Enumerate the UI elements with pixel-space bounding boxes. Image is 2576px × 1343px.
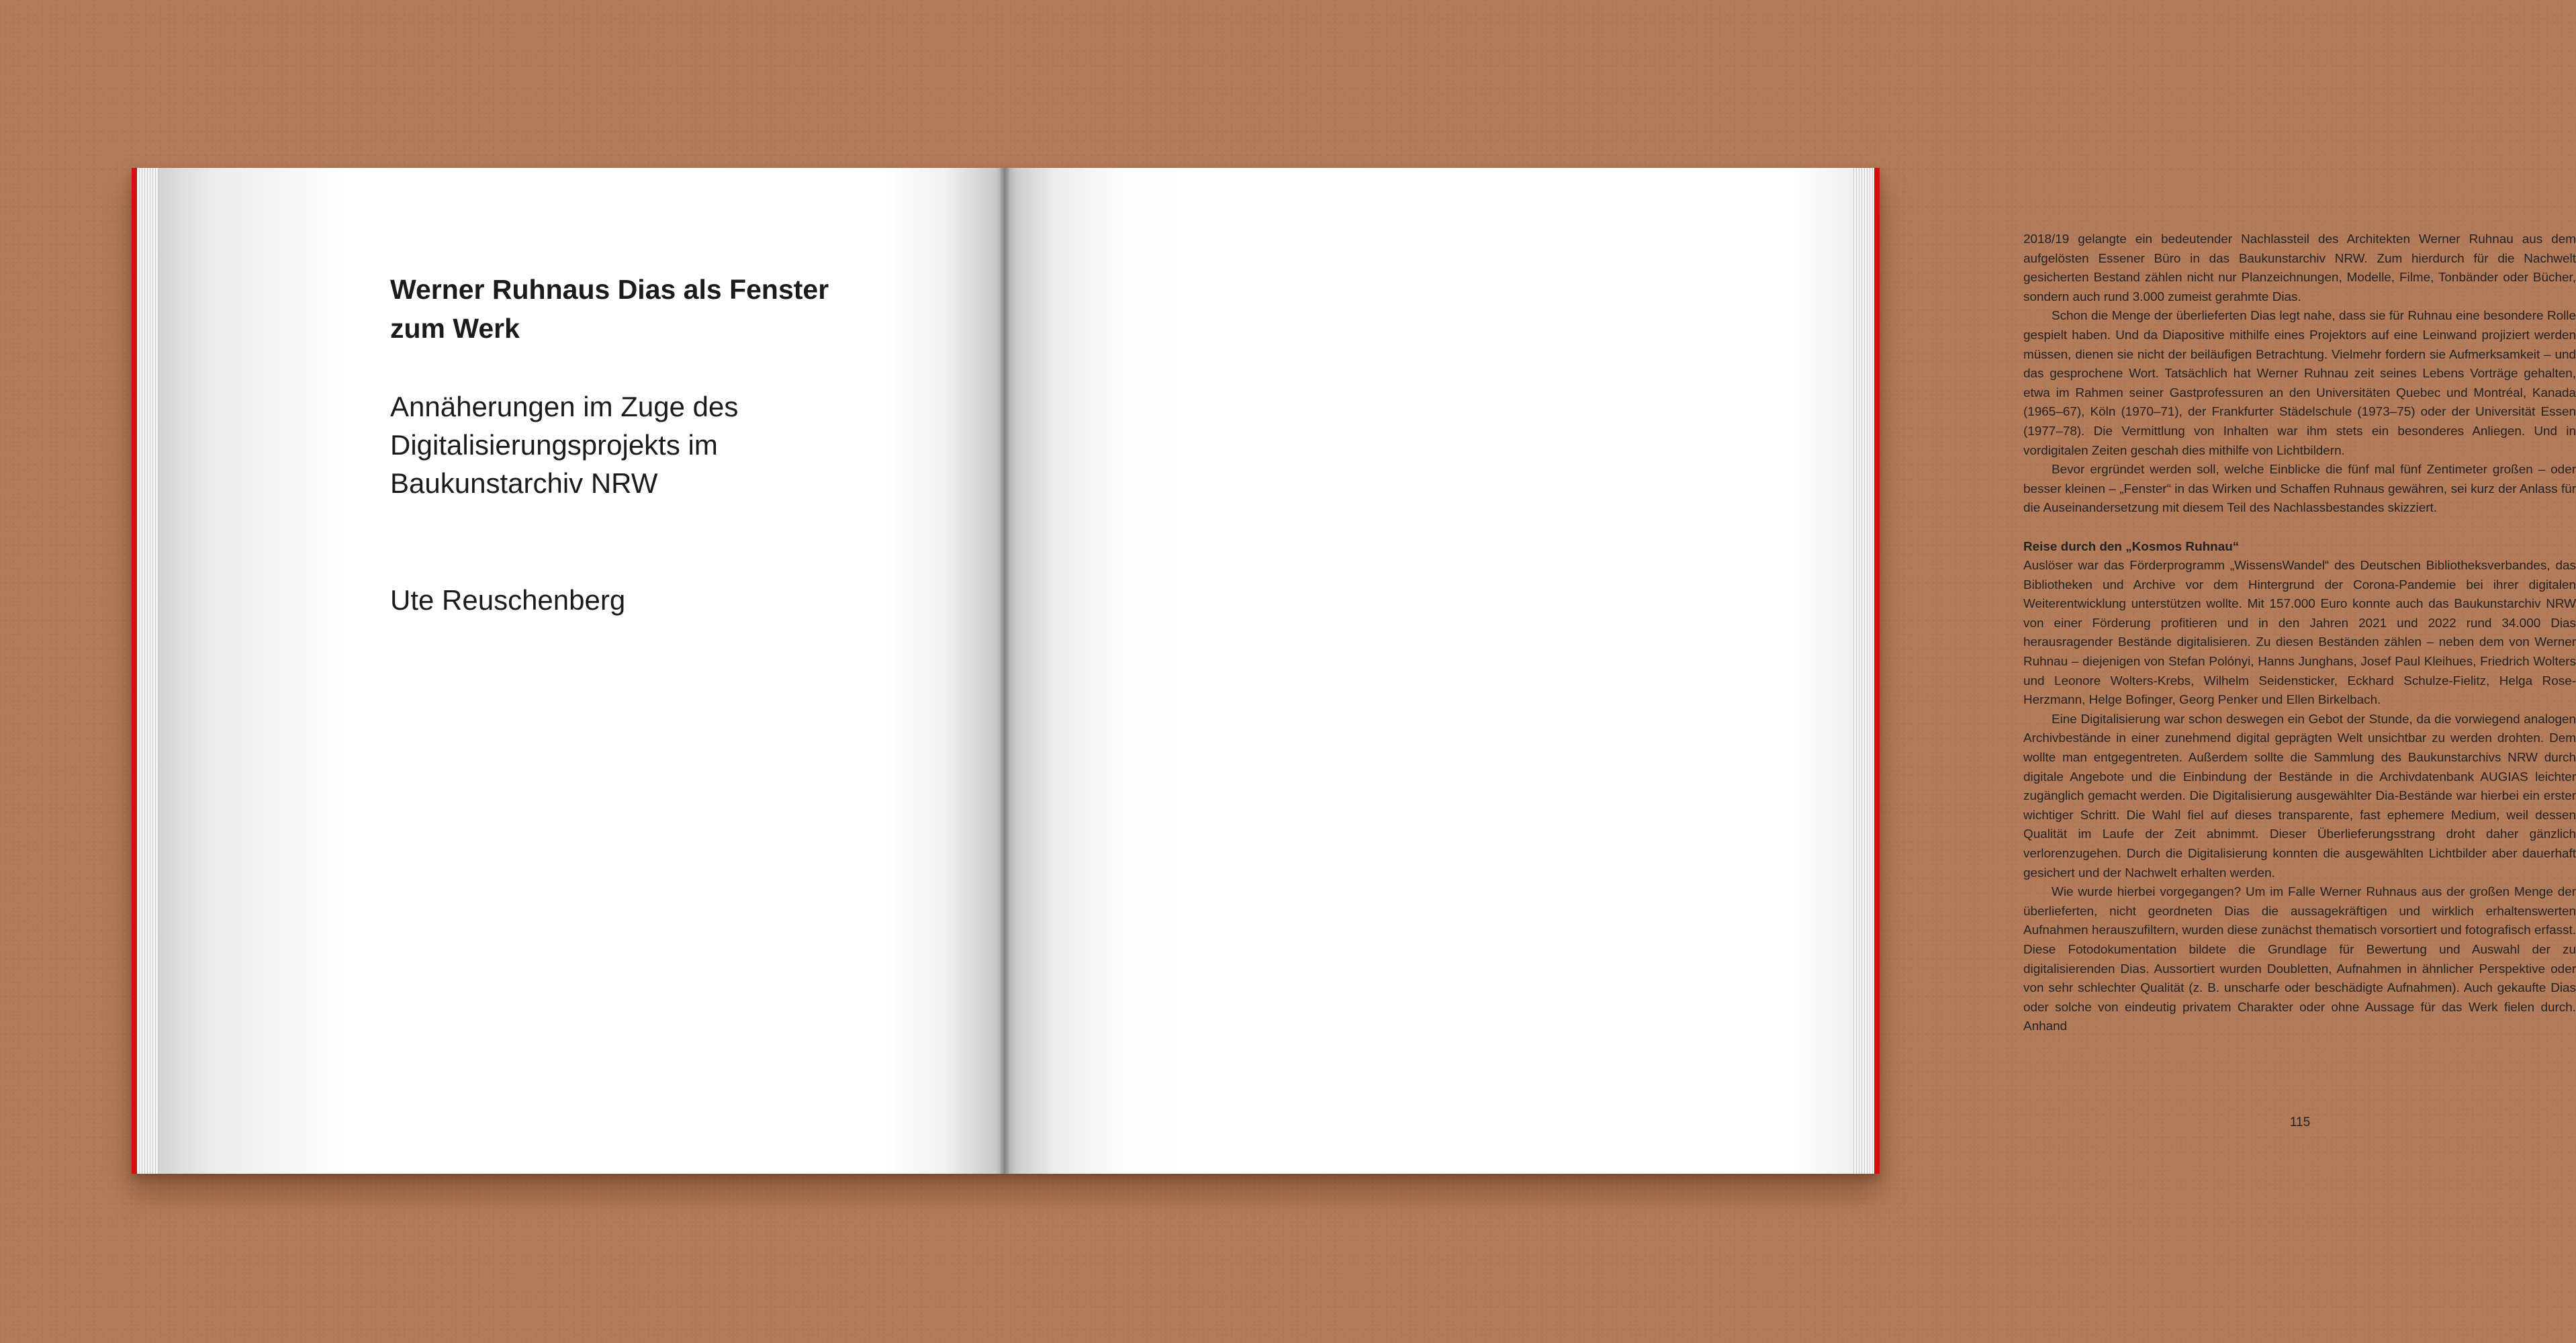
- body-paragraph: Eine Digitalisierung war schon deswegen ein Gebot der Stunde, da die vorwiegend analogen Archivbestände in einer zunehmend digital geprägten Welt unsichtbar zu werden drohten. Dem wollte man entgegentreten. Außerdem sollte die Sammlung des Baukunstarchivs NRW durch digitale Angebote und die Einbindung der Bestände in die Archivdatenbank AUGIAS leichter zugänglich gemacht werden. Die Digitalisierung ausgewählter Dia-Bestände war hierbei ein erster wichtiger Schritt. Die Wahl fiel auf dieses transparente, fast ephemere Medium, weil dessen Qualität im Laufe der Zeit abnimmt. Dieser Überlieferungsstrang droht daher gänzlich verlorenzugehen. Durch die Digitalisierung konnten die ausgewählten Lichtbilder aber dauerhaft gesichert und der Nachwelt erhalten werden.: [2023, 712, 2576, 880]
- chapter-title: Werner Ruhnaus Dias als Fenster zum Werk: [390, 274, 829, 344]
- body-paragraph: Auslöser war das Förderprogramm „WissensWandel“ des Deutschen Bibliotheksverbandes, das Bibliotheken und Archive vor dem Hintergrund der Corona-Pandemie bei ihrer digitalen Weiterentwicklung unterstützen wollte. Mit 157.000 Euro konnte auch das Baukunstarchiv NRW von einer Förderung profitieren und in den Jahren 2021 und 2022 rund 34.000 Dias herausragender Bestände digitalisieren. Zu diesen Beständen zählen – neben dem von Werner Ruhnau – diejenigen von Stefan Polónyi, Hanns Junghans, Josef Paul Kleihues, Friedrich Wolters und Leonore Wolters-Krebs, Wilhelm Seidensticker, Eckhard Schulze-Fielitz, Helga Rose-Herzmann, Helge Bofinger, Georg Penker und Ellen Birkelbach.: [2023, 559, 2576, 708]
- right-page: [1004, 168, 2576, 1174]
- body-paragraph: 2018/19 gelangte ein bedeutender Nachlassteil des Architekten Werner Ruhnau aus dem aufgelösten Essener Büro in das Baukunstarchiv NRW. Zum hierdurch für die Nachwelt gesicherten Bestand zählen nicht nur Planzeichnungen, Modelle, Filme, Tonbänder oder Bücher, sondern auch rund 3.000 zumeist gerahmte Dias.: [2023, 232, 2576, 304]
- chapter-subtitle: Annäherungen im Zuge des Digitalisierungsprojekts im Baukunstarchiv NRW: [390, 391, 739, 499]
- body-paragraph: Bevor ergründet werden soll, welche Einblicke die fünf mal fünf Zentimeter großen – oder besser kleinen – „Fenster“ in das Wirken und Schaffen Ruhnaus gewähren, sei kurz der Anlass für die Auseinandersetzung mit diesem Teil des Nachlassbestandes skizziert.: [2023, 463, 2576, 516]
- open-book: [132, 168, 2576, 1174]
- left-page-edges: [137, 168, 160, 1174]
- left-page: [158, 168, 1004, 1174]
- chapter-author: Ute Reuschenberg: [390, 584, 626, 616]
- body-paragraph: Schon die Menge der überlieferten Dias legt nahe, dass sie für Ruhnau eine besondere Rolle gespielt haben. Und da Diapositive mithilfe eines Projektors auf eine Leinwand projiziert werden müssen, dienen sie nicht der beiläufigen Betrachtung. Vielmehr fordern sie Aufmerksamkeit – und das gesprochene Wort. Tatsächlich hat Werner Ruhnau zeit seines Lebens Vorträge gehalten, etwa im Rahmen seiner Gastprofessuren an den Universitäten Quebec und Montréal, Kanada (1965–67), Köln (1970–71), der Frankfurter Städelschule (1973–75) oder der Universität Essen (1977–78). Die Vermittlung von Inhalten war ihm stets ein besonderes Anliegen. Und in vordigitalen Zeiten geschah dies mithilfe von Lichtbildern.: [2023, 309, 2576, 458]
- body-paragraph: Wie wurde hierbei vorgegangen? Um im Falle Werner Ruhnaus aus der großen Menge der überlieferten, nicht geordneten Dias die aussagekräftigen und wirklich erhaltenswerten Aufnahmen herauszufiltern, wurden diese zunächst thematisch vorsortiert und fotografisch erfasst. Diese Fotodokumentation bildete die Grundlage für Bewertung und Auswahl der zu digitalisierenden Dias. Aussortiert wurden Doubletten, Aufnahmen in ähnlicher Perspektive oder von sehr schlechter Qualität (z. B. unscharfe oder beschädigte Aufnahmen). Auch gekaufte Dias oder solche von eindeutig privatem Charakter oder ohne Aussage für das Werk fielen durch. Anhand: [2023, 885, 2576, 1034]
- book-gutter: [1000, 168, 1009, 1174]
- right-page-edges: [1851, 168, 1874, 1174]
- body-text: [2023, 230, 2576, 1037]
- page-number: 115: [2289, 1115, 2311, 1129]
- section-heading: Reise durch den „Kosmos Ruhnau“: [2023, 539, 2240, 554]
